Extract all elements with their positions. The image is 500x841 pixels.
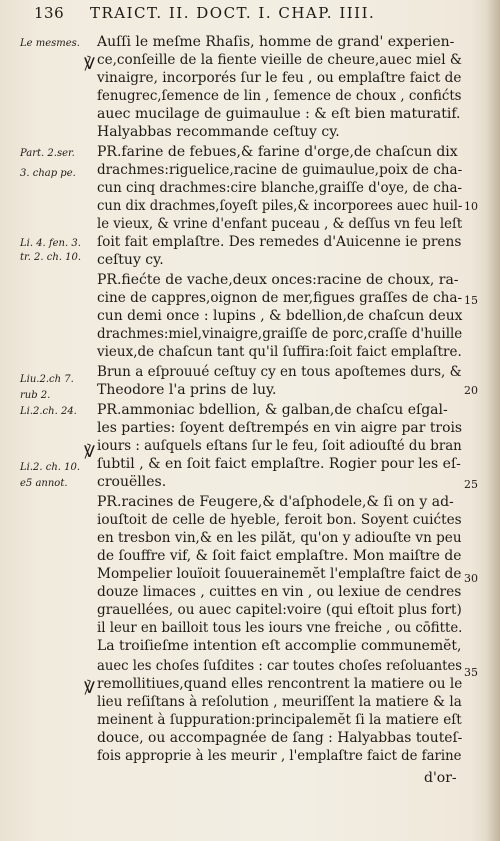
text-line: vinaigre, incorporés ſur le feu , ou emplaſtre faict de: [97, 70, 462, 86]
text-line: PR.fiećte de vache,deux onces:racine de choux, ra-: [97, 272, 459, 288]
line-number: 20: [464, 384, 478, 397]
text-line: ſubtil , & en ſoit faict emplaſtre. Rogier pour les eſ-: [97, 456, 461, 472]
text-line: crouëlles.: [97, 474, 167, 490]
text-line: cun cinq drachmes:cire blanche,graiſſe d'oye, de cha-: [97, 180, 463, 196]
line-number: 25: [464, 478, 478, 491]
text-line: douze limaces , cuittes en vin , ou lexiue de cendres: [97, 584, 462, 600]
recipe-response-glyph: ℣: [84, 54, 95, 73]
text-line: drachmes:miel,vinaigre,graiſſe de porc,craſſe d'huille: [97, 326, 463, 342]
margin-note: e5 annot.: [20, 478, 68, 489]
text-line: La troiſieſme intention eſt accomplie communemĕt,: [97, 638, 462, 654]
text-line: fois approprie à les meurir , l'emplaſtre faict de farine: [97, 748, 462, 764]
text-line: vieux,de chaſcun tant qu'il ſuffira:ſoit faict emplaſtre.: [97, 344, 462, 360]
running-title: TRAICT. II. DOCT. I. CHAP. IIII.: [90, 4, 376, 22]
recipe-response-glyph: ℣: [84, 442, 95, 461]
text-line: ce,conſeille de la fiente vieille de cheure,auec miel &: [97, 52, 462, 68]
text-line: auec les choſes ſuſdites : car toutes choſes reſoluantes: [97, 658, 463, 674]
text-line: Mompelier louïoit ſouuerainemĕt l'emplaſtre faict de: [97, 566, 462, 582]
text-line: fenugrec,ſemence de lin , ſemence de choux , confićts: [97, 88, 462, 104]
text-line: Auſſi le meſme Rhaſis, homme de grand' experien-: [97, 34, 455, 50]
text-line: PR.ammoniac bdellion, & galban,de chaſcu eſgal-: [97, 402, 448, 418]
text-line: Theodore l'a prins de luy.: [97, 382, 277, 398]
text-line: Brun a eſprouué ceſtuy cy en tous apoſtemes durs, &: [97, 364, 462, 380]
text-line: en tresbon vin,& en les pilăt, qu'on y adiouſte vn peu: [97, 530, 462, 546]
text-line: grauellées, ou auec capitel:voire (qui eſtoit plus fort): [97, 602, 462, 618]
text-line: iours : auſquels eſtans ſur le feu, ſoit adiouſté du bran: [97, 438, 462, 454]
page-gutter-shadow: [486, 0, 500, 841]
line-number: 30: [464, 572, 478, 585]
text-line: les parties: ſoyent deſtrempés en vin aigre par trois: [97, 420, 463, 436]
margin-note: Li.2.ch. 24.: [20, 406, 77, 417]
recipe-response-glyph: ℣: [84, 678, 95, 697]
text-line: auec mucilage de guimaulue : & eſt bien maturatif.: [97, 106, 461, 122]
line-number: 15: [464, 294, 478, 307]
text-line: de ſouffre vif, & ſoit faict emplaſtre. Mon maiſtre de: [97, 548, 462, 564]
margin-note: Li.2. ch. 10.: [20, 462, 81, 473]
text-line: ſoit fait emplaſtre. Des remedes d'Auicenne ie prens: [97, 234, 462, 250]
line-number: 10: [464, 200, 478, 213]
margin-note: rub 2.: [20, 390, 51, 401]
text-line: cine de cappres,oignon de mer,figues graſſes de cha-: [97, 290, 463, 306]
text-line: cun demi once : lupins , & bdellion,de chaſcun deux: [97, 308, 463, 324]
text-line: PR.farine de febues,& farine d'orge,de chaſcun dix: [97, 144, 458, 160]
text-line: drachmes:riguelice,racine de guimaulue,poix de cha-: [97, 162, 463, 178]
text-line: le vieux, & vrine d'enfant puceau , & deſſus vn feu leſt: [97, 216, 463, 232]
margin-note: Liu.2.ch 7.: [20, 374, 74, 385]
text-line: ceſtuy cy.: [97, 252, 164, 268]
catchword: d'or-: [424, 770, 457, 786]
margin-note: Le mesmes.: [20, 38, 80, 49]
page-number: 136: [34, 4, 65, 22]
margin-note: Part. 2.ser.: [20, 148, 75, 159]
margin-note: 3. chap pe.: [20, 168, 76, 179]
margin-note: Li. 4. fen. 3.: [20, 238, 81, 249]
text-line: douce, ou accompagnée de ſang : Halyabbas touteſ-: [97, 730, 463, 746]
running-header: [34, 4, 470, 24]
text-line: PR.racines de Feugere,& d'aſphodele,& ſi on y ad-: [97, 494, 454, 510]
text-line: lieu reſiſtans à reſolution , meuriſſent la matiere & la: [97, 694, 462, 710]
line-number: 35: [464, 666, 478, 679]
margin-note: tr. 2. ch. 10.: [20, 252, 82, 263]
text-line: Halyabbas recommande ceſtuy cy.: [97, 124, 340, 140]
text-line: cun dix drachmes,ſoyeſt piles,& incorporees auec huil-: [97, 198, 463, 214]
text-line: meinent à ſuppuration:principalemĕt ſi la matiere eſt: [97, 712, 462, 728]
text-line: il leur en bailloit tous les iours vne freiche , ou cōfitte.: [97, 620, 463, 636]
text-line: remollitiues,quand elles rencontrent la matiere ou le: [97, 676, 463, 692]
text-line: iouſtoit de celle de hyeble, feroit bon. Soyent cuićtes: [97, 512, 462, 528]
